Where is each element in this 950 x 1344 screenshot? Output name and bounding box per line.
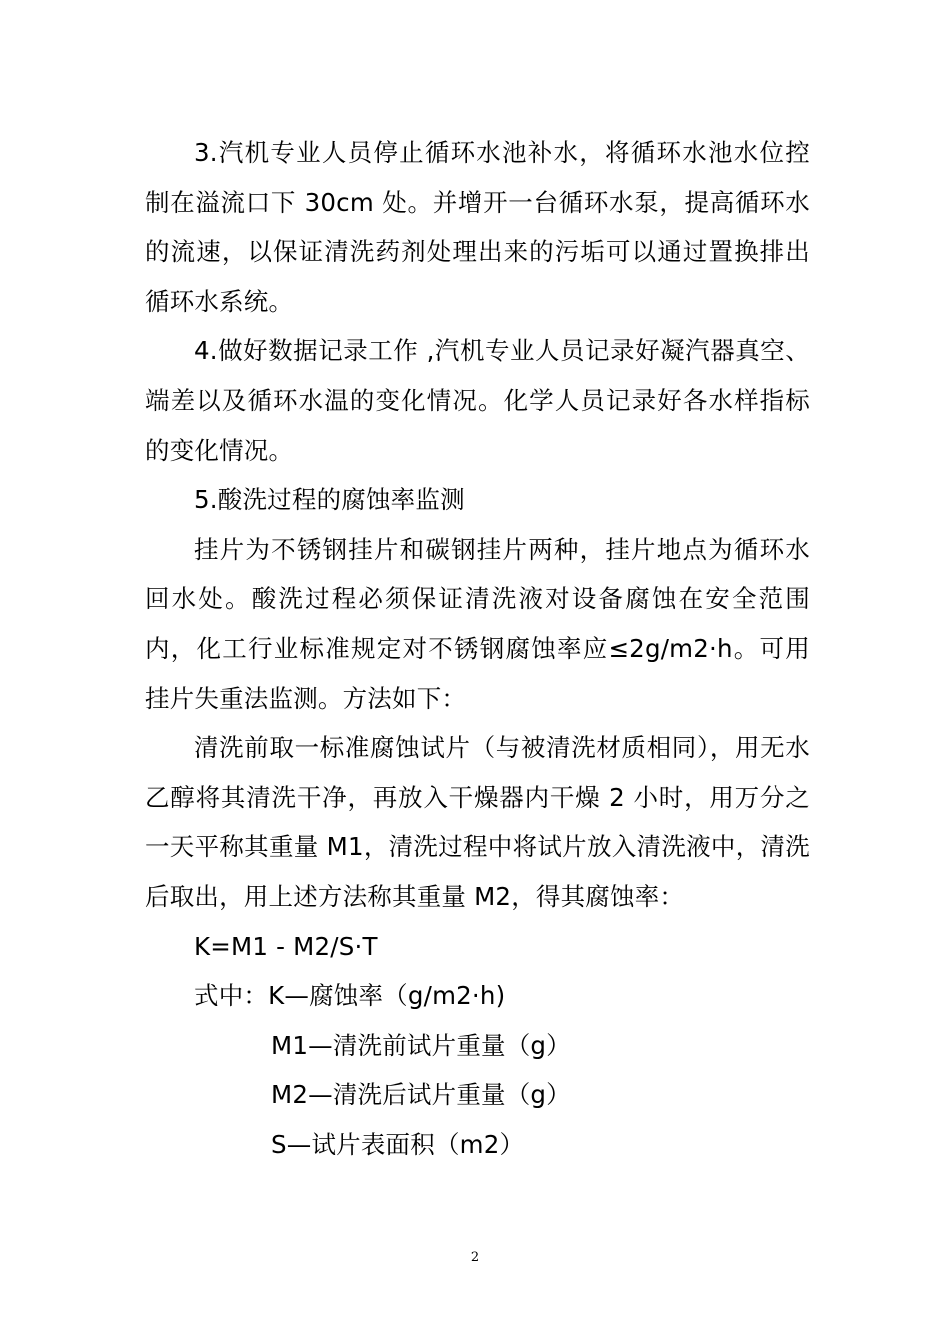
corrosion-rate-formula: K=M1 - M2/S·T bbox=[194, 931, 378, 961]
definition-s: S—试片表面积（m2） bbox=[271, 1129, 525, 1159]
paragraph-recirculation-step: 3.汽机专业人员停止循环水池补水，将循环水池水位控制在溢流口下 30cm 处。并增开一台循环水泵，提高循环水的流速，以保证清洗药剂处理出来的污垢可以通过置换排出循环水系统。 bbox=[145, 138, 810, 316]
paragraph-weight-loss-method: 清洗前取一标准腐蚀试片（与被清洗材质相同），用无水乙醇将其清洗干净，再放入干燥器内干燥 2 小时，用万分之一天平称其重量 M1，清洗过程中将试片放入清洗液中，清洗后取出，用上述方法称其重量 M2，得其腐蚀率： bbox=[145, 733, 810, 911]
body-text bbox=[145, 128, 810, 1169]
paragraph-data-recording-step: 4.做好数据记录工作 ,汽机专业人员记录好凝汽器真空、端差以及循环水温的变化情况。化学人员记录好各水样指标的变化情况。 bbox=[145, 336, 810, 465]
definition-m2: M2—清洗后试片重量（g） bbox=[271, 1080, 571, 1110]
formula-definition-intro: 式中：K—腐蚀率（g/m2·h) bbox=[194, 981, 506, 1011]
paragraph-coupon-description: 挂片为不锈钢挂片和碳钢挂片两种，挂片地点为循环水回水处。酸洗过程必须保证清洗液对设备腐蚀在安全范围内，化工行业标准规定对不锈钢腐蚀率应≤2g/m2·h。可用挂片失重法监测。方法如下： bbox=[145, 534, 810, 713]
definition-m1: M1—清洗前试片重量（g） bbox=[271, 1030, 571, 1060]
page-number: 2 bbox=[470, 1250, 480, 1265]
section-heading-corrosion-monitoring: 5.酸洗过程的腐蚀率监测 bbox=[194, 485, 465, 515]
